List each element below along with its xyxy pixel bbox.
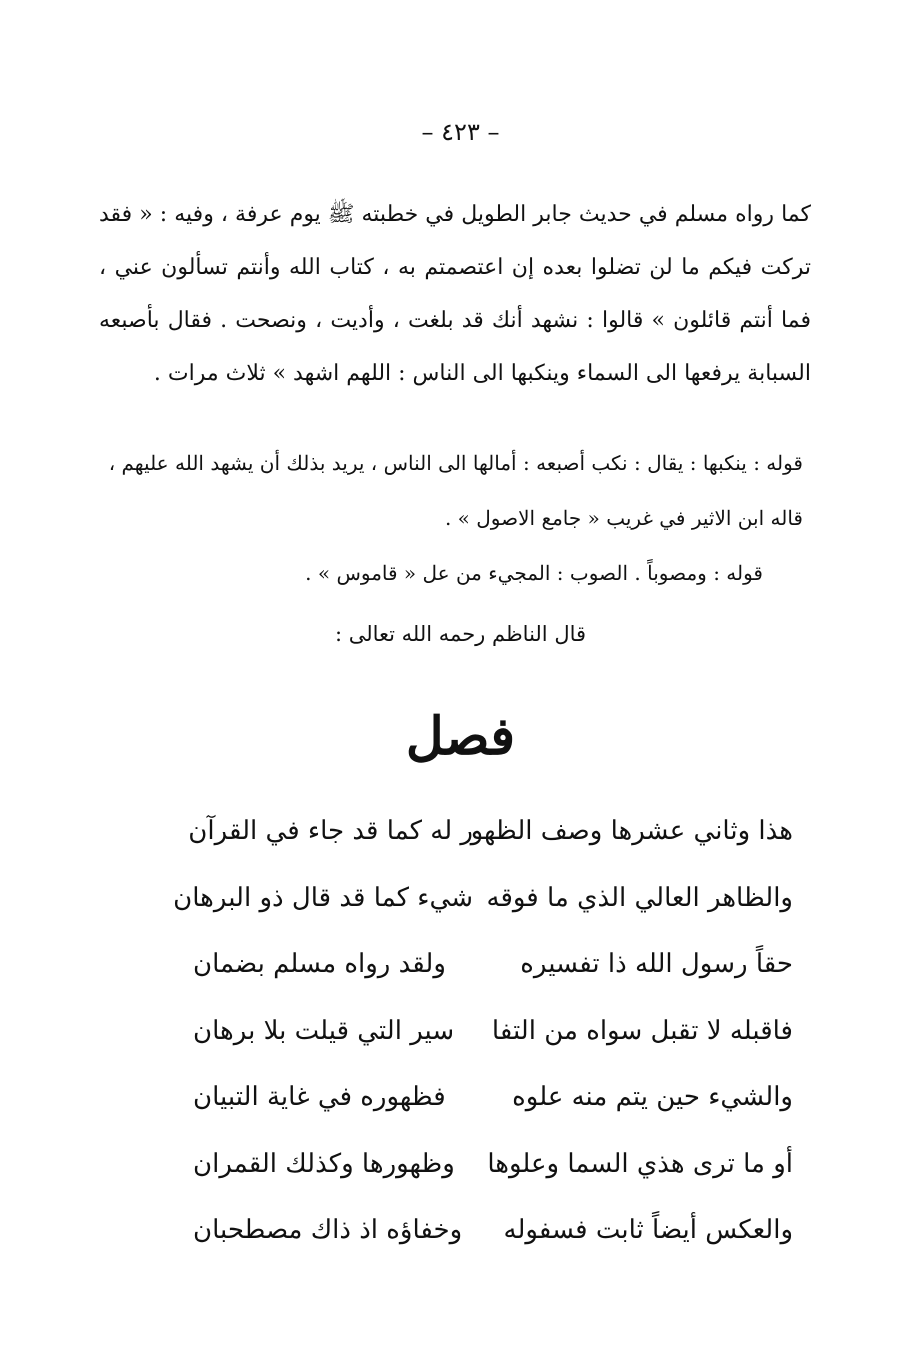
- poem-verse: [193, 1197, 793, 1264]
- poem: [173, 798, 793, 1264]
- poem-verse: [193, 931, 793, 998]
- verse-first-hemistich: والعكس أيضاً ثابت فسفوله: [503, 1215, 793, 1246]
- verse-first-hemistich: هذا وثاني عشرها وصف الظهو: [470, 816, 793, 847]
- poem-verse: [193, 1131, 793, 1198]
- verse-first-hemistich: والظاهر العالي الذي ما فوقه: [486, 882, 793, 913]
- verse-first-hemistich: أو ما ترى هذي السما وعلوها: [487, 1148, 793, 1179]
- verse-second-hemistich: سير التي قيلت بلا برهان: [193, 1015, 455, 1046]
- verse-second-hemistich: ر له كما قد جاء في القرآن: [188, 816, 473, 847]
- footnote-1: قوله : ينكبها : يقال : نكب أصبعه : أمالها الى الناس ، يريد بذلك أن يشهد الله عليهم ، قاله ابن الاثير في غريب « جامع الاصول » .: [108, 451, 803, 530]
- verse-first-hemistich: حقاً رسول الله ذا تفسيره: [520, 949, 793, 980]
- verse-second-hemistich: ولقد رواه مسلم بضمان: [193, 949, 446, 980]
- section-title: فصل: [405, 706, 516, 767]
- poem-verse: [193, 998, 793, 1065]
- verse-first-hemistich: والشيء حين يتم منه علوه: [512, 1082, 793, 1113]
- main-paragraph: كما رواه مسلم في حديث جابر الطويل في خطبته ﷺ يوم عرفة ، وفيه : « فقد تركت فيكم ما لن تضلوا بعده إن اعتصمتم به ، كتاب الله وأنتم تسألون عني ، فما أنتم قائلون » قالوا : نشهد أنك قد بلغت ، وأديت ، ونصحت . فقال بأصبعه السبابة يرفعها الى السماء وينكبها الى الناس : اللهم اشهد » ثلاث مرات .: [99, 202, 811, 386]
- verse-second-hemistich: وظهورها وكذلك القمران: [193, 1148, 455, 1179]
- verse-second-hemistich: شيء كما قد قال ذو البرهان: [173, 882, 473, 913]
- verse-first-hemistich: فاقبله لا تقبل سواه من التفا: [491, 1015, 793, 1046]
- poem-verse: [173, 865, 793, 932]
- verse-second-hemistich: وخفاؤه اذ ذاك مصطحبان: [193, 1215, 463, 1246]
- footnotes: [103, 436, 803, 601]
- verse-second-hemistich: فظهوره في غاية التبيان: [193, 1082, 446, 1113]
- page-number: – ٤٢٣ –: [421, 118, 500, 146]
- poem-verse: [193, 1064, 793, 1131]
- footnote-2: قوله : ومصوباً . الصوب : المجيء من عل « قاموس » .: [305, 561, 763, 585]
- poem-verse: [188, 798, 793, 865]
- intro-line: قال الناظم رحمه الله تعالى :: [334, 622, 587, 646]
